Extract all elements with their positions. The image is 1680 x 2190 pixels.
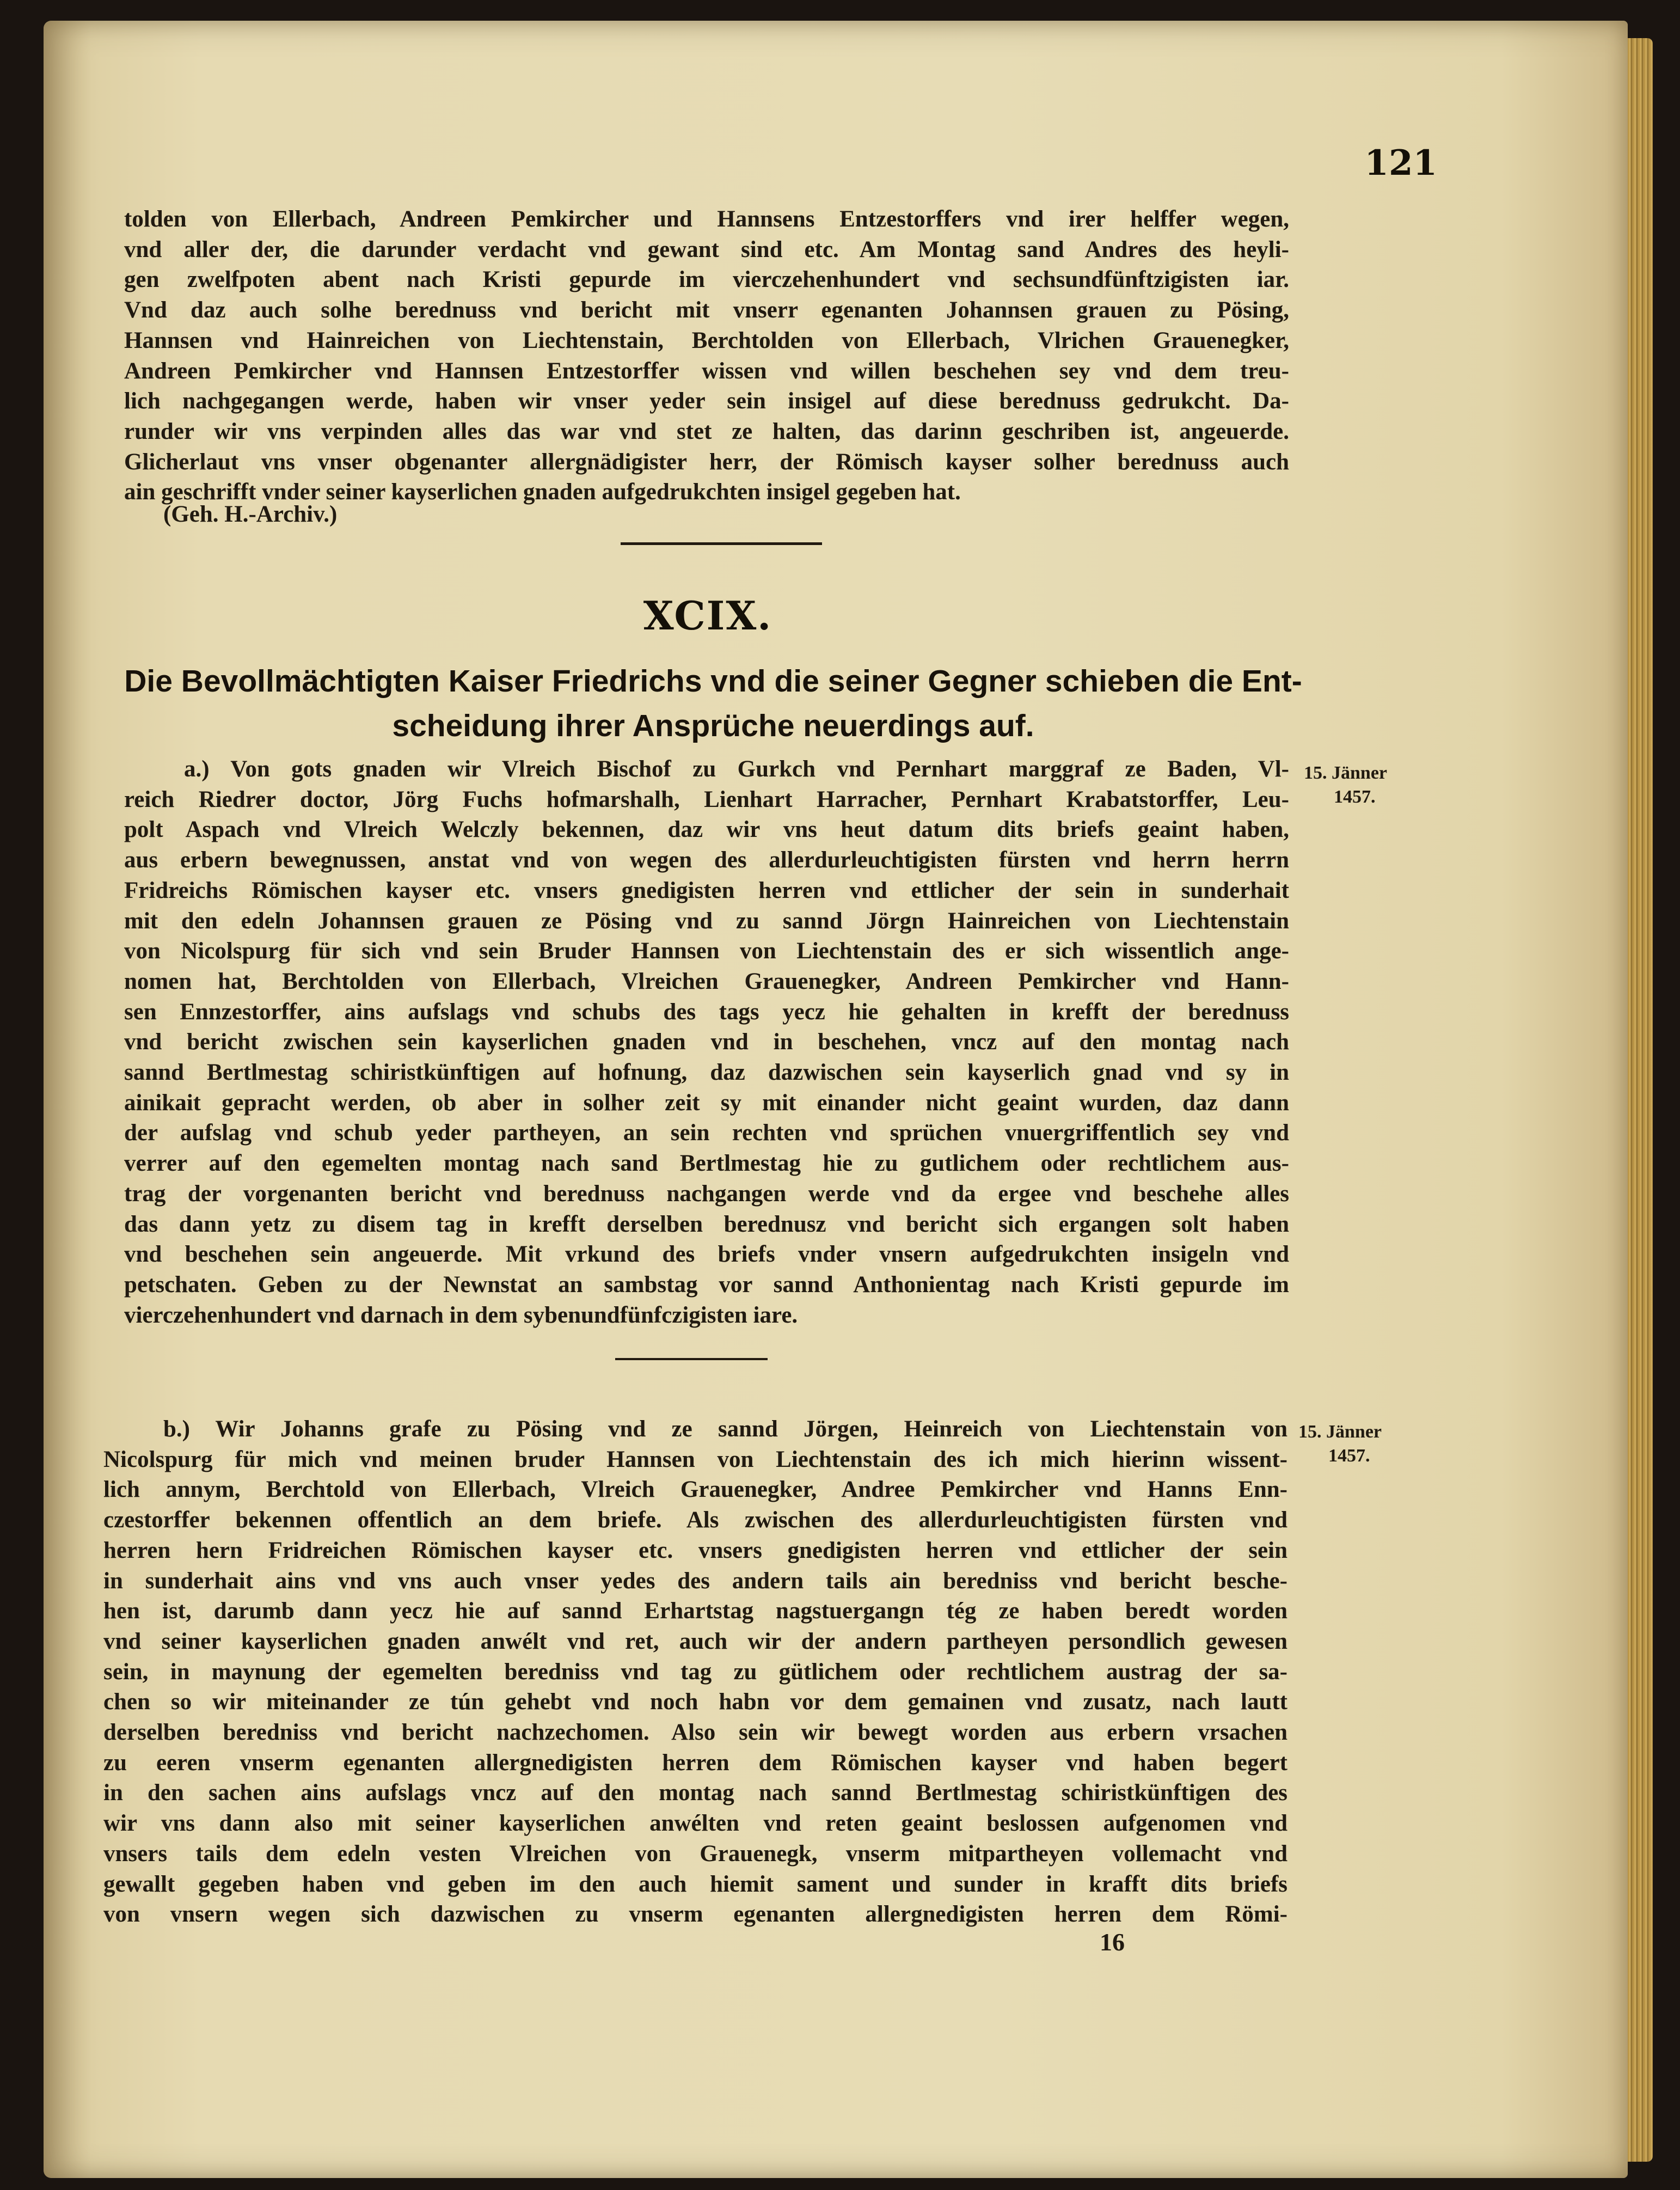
text-line: Fridreichs Römischen kayser etc. vnsers gnedigisten herren vnd ettlicher der sein in sunderhait — [124, 877, 1289, 903]
text-line: der aufslag vnd schub yeder partheyen, an sein rechten vnd sprüchen vnuergriffentlich sey vnd — [124, 1120, 1289, 1146]
document-b-paragraph — [103, 1414, 1287, 1930]
text-line: Nicolspurg für mich vnd meinen bruder Hannsen von Liechtenstain des ich mich hierinn wissent- — [103, 1446, 1287, 1472]
text-line: b.) Wir Johanns grafe zu Pösing vnd ze sannd Jörgen, Heinreich von Liechtenstain von — [163, 1416, 1287, 1442]
page-edge — [1628, 38, 1653, 2162]
margin-date-day: 15. Jänner — [1298, 1422, 1382, 1442]
text-line: lich annym, Berchtold von Ellerbach, Vlreich Grauenegker, Andree Pemkircher vnd Hanns Enn- — [103, 1477, 1287, 1503]
text-line: in den sachen ains aufslags vncz auf den montag nach sannd Bertlmestag schiristkünftigen des — [103, 1780, 1287, 1806]
text-line: Vnd daz auch solhe berednuss vnd bericht mit vnserr egenanten Johannsen grauen zu Pösing, — [124, 297, 1289, 323]
text-line: gewallt gegeben haben vnd geben im den auch hiemit sament und sunder in krafft dits briefs — [103, 1871, 1287, 1897]
text-line: aus erbern bewegnussen, anstat vnd von wegen des allerdurleuchtigisten fürsten vnd herrn herrn — [124, 847, 1289, 873]
text-line: czestorffer bekennen offentlich an dem briefe. Als zwischen des allerdurleuchtigisten fürsten vnd — [103, 1507, 1287, 1533]
margin-date-b — [1298, 1420, 1382, 1468]
section-title-line: Die Bevollmächtigten Kaiser Friedrichs vnd die seiner Gegner schieben die Ent- — [124, 664, 1302, 699]
text-line: sen Ennzestorffer, ains aufslags vnd schubs des tags yecz hie gehalten in krefft der berednuss — [124, 999, 1289, 1025]
text-line: Andreen Pemkircher vnd Hannsen Entzestorffer wissen vnd willen beschehen sey vnd dem treu- — [124, 358, 1289, 384]
text-line: trag der vorgenanten bericht vnd berednuss nachgangen werde vnd da ergee vnd beschehe alles — [124, 1180, 1289, 1207]
text-line: verrer auf den egemelten montag nach sand Bertlmestag hie zu gutlichem oder rechtlichem aus- — [124, 1151, 1289, 1177]
document-a-paragraph — [124, 754, 1289, 1330]
text-line: petschaten. Geben zu der Newnstat an sambstag vor sannd Anthonientag nach Kristi gepurde im — [124, 1271, 1289, 1298]
text-line: mit den edeln Johannsen grauen ze Pösing vnd zu sannd Jörgn Hainreichen von Liechtenstain — [124, 908, 1289, 934]
text-line: vnd aller der, die darunder verdacht vnd gewant sind etc. Am Montag sand Andres des heyli- — [124, 236, 1289, 262]
text-line: von vnsern wegen sich dazwischen zu vnserm egenanten allergnedigisten herren dem Römi- — [103, 1901, 1287, 1928]
margin-date-day: 15. Jänner — [1304, 763, 1387, 783]
text-line: runder wir vns verpinden alles das war vnd stet ze halten, das darinn geschriben ist, angeuerde. — [124, 418, 1289, 444]
text-line: nomen hat, Berchtolden von Ellerbach, Vlreichen Grauenegker, Andreen Pemkircher vnd Hann- — [124, 968, 1289, 994]
text-line: chen so wir miteinander ze tún gehebt vnd noch habn vor dem gemainen vnd zusatz, nach lautt — [103, 1689, 1287, 1715]
margin-date-year: 1457. — [1328, 1446, 1370, 1466]
text-line: vnd seiner kayserlichen gnaden anwélt vnd ret, auch wir der andern partheyen persondlich gewesen — [103, 1628, 1287, 1654]
page-number: 121 — [1364, 143, 1437, 183]
margin-date-year: 1457. — [1334, 787, 1376, 807]
text-line: ainikait gepracht werden, ob aber in solher zeit sy mit einander nicht geaint wurden, daz dann — [124, 1090, 1289, 1116]
show-through-text — [305, 550, 310, 576]
text-line: vnd bericht zwischen sein kayserlichen gnaden vnd in beschehen, vncz auf den montag nach — [124, 1029, 1289, 1055]
text-line: vierczehenhundert vnd darnach in dem sybenundfünfczigisten iare. — [124, 1302, 798, 1328]
text-line: Glicherlaut vns vnser obgenanter allergnädigister herr, der Römisch kayser solher berednuss auch — [124, 449, 1289, 475]
text-line: reich Riedrer doctor, Jörg Fuchs hofmarshalh, Lienhart Harracher, Pernhart Krabatstorffer, Leu- — [124, 786, 1289, 812]
text-line: vnsers tails dem edeln vesten Vlreichen von Grauenegk, vnserm mitpartheyen vollemacht vnd — [103, 1840, 1287, 1867]
text-line: hen ist, darumb dann yecz hie auf sannd Erhartstag nagstuergangn tég ze haben beredt worden — [103, 1598, 1287, 1624]
section-number: XCIX. — [643, 592, 772, 639]
text-line: a.) Von gots gnaden wir Vlreich Bischof zu Gurkch vnd Pernhart marggraf ze Baden, Vl- — [184, 756, 1289, 782]
text-line: sein, in maynung der egemelten beredniss vnd tag zu gütlichem oder rechtlichem austrag der sa- — [103, 1659, 1287, 1685]
text-line: sannd Bertlmestag schiristkünftigen auf hofnung, daz dazwischen sein kayserlich gnad vnd sy in — [124, 1060, 1289, 1086]
text-line: polt Aspach vnd Vlreich Welczly bekennen, daz wir vns heut datum dits briefs geaint haben, — [124, 817, 1289, 843]
margin-date-a — [1304, 761, 1387, 809]
text-line: tolden von Ellerbach, Andreen Pemkircher und Hannsens Entzestorffers vnd irer helffer wegen, — [124, 206, 1289, 232]
text-line: von Nicolspurg für sich vnd sein Bruder Hannsen von Liechtenstain des er sich wissentlich ange- — [124, 938, 1289, 964]
text-line: in sunderhait ains vnd vns auch vnser yedes des andern tails ain beredniss vnd bericht besche- — [103, 1568, 1287, 1594]
continuation-paragraph — [124, 204, 1289, 507]
text-line: das dann yetz zu disem tag in krefft derselben berednusz vnd bericht sich ergangen solt haben — [124, 1211, 1289, 1237]
text-line: herren hern Fridreichen Römischen kayser etc. vnsers gnedigisten herren vnd ettlicher der sein — [103, 1537, 1287, 1563]
text-line: Hannsen vnd Hainreichen von Liechtenstain, Berchtolden von Ellerbach, Vlrichen Grauenegker, — [124, 327, 1289, 353]
text-line: zu eeren vnserm egenanten allergnedigisten herren dem Römischen kayser vnd haben begert — [103, 1749, 1287, 1776]
document-divider — [615, 1358, 768, 1360]
section-title-line: scheidung ihrer Ansprüche neuerdings auf. — [392, 708, 1034, 743]
section-title — [120, 659, 1307, 748]
source-citation: (Geh. H.-Archiv.) — [163, 501, 338, 527]
sheet-signature: 16 — [1100, 1928, 1125, 1956]
text-line: derselben beredniss vnd bericht nachzechomen. Also sein wir bewegt worden aus erbern vrsachen — [103, 1720, 1287, 1746]
text-line: gen zwelfpoten abent nach Kristi gepurde im vierczehenhundert vnd sechsundfünftzigisten iar. — [124, 267, 1289, 293]
text-line: vnd beschehen sein angeuerde. Mit vrkund des briefs vnder vnsern aufgedrukchten insigeln vnd — [124, 1241, 1289, 1268]
text-line: lich nachgegangen werde, haben wir vnser yeder sein insigel auf diese berednuss gedrukcht. Da- — [124, 388, 1289, 414]
section-divider — [621, 542, 822, 545]
text-line: wir vns dann also mit seiner kayserlichen anwélten vnd reten geaint beslossen aufgenomen vnd — [103, 1810, 1287, 1837]
text-line: ain geschrifft vnder seiner kayserlichen gnaden aufgedrukchten insigel gegeben hat. — [124, 479, 961, 505]
